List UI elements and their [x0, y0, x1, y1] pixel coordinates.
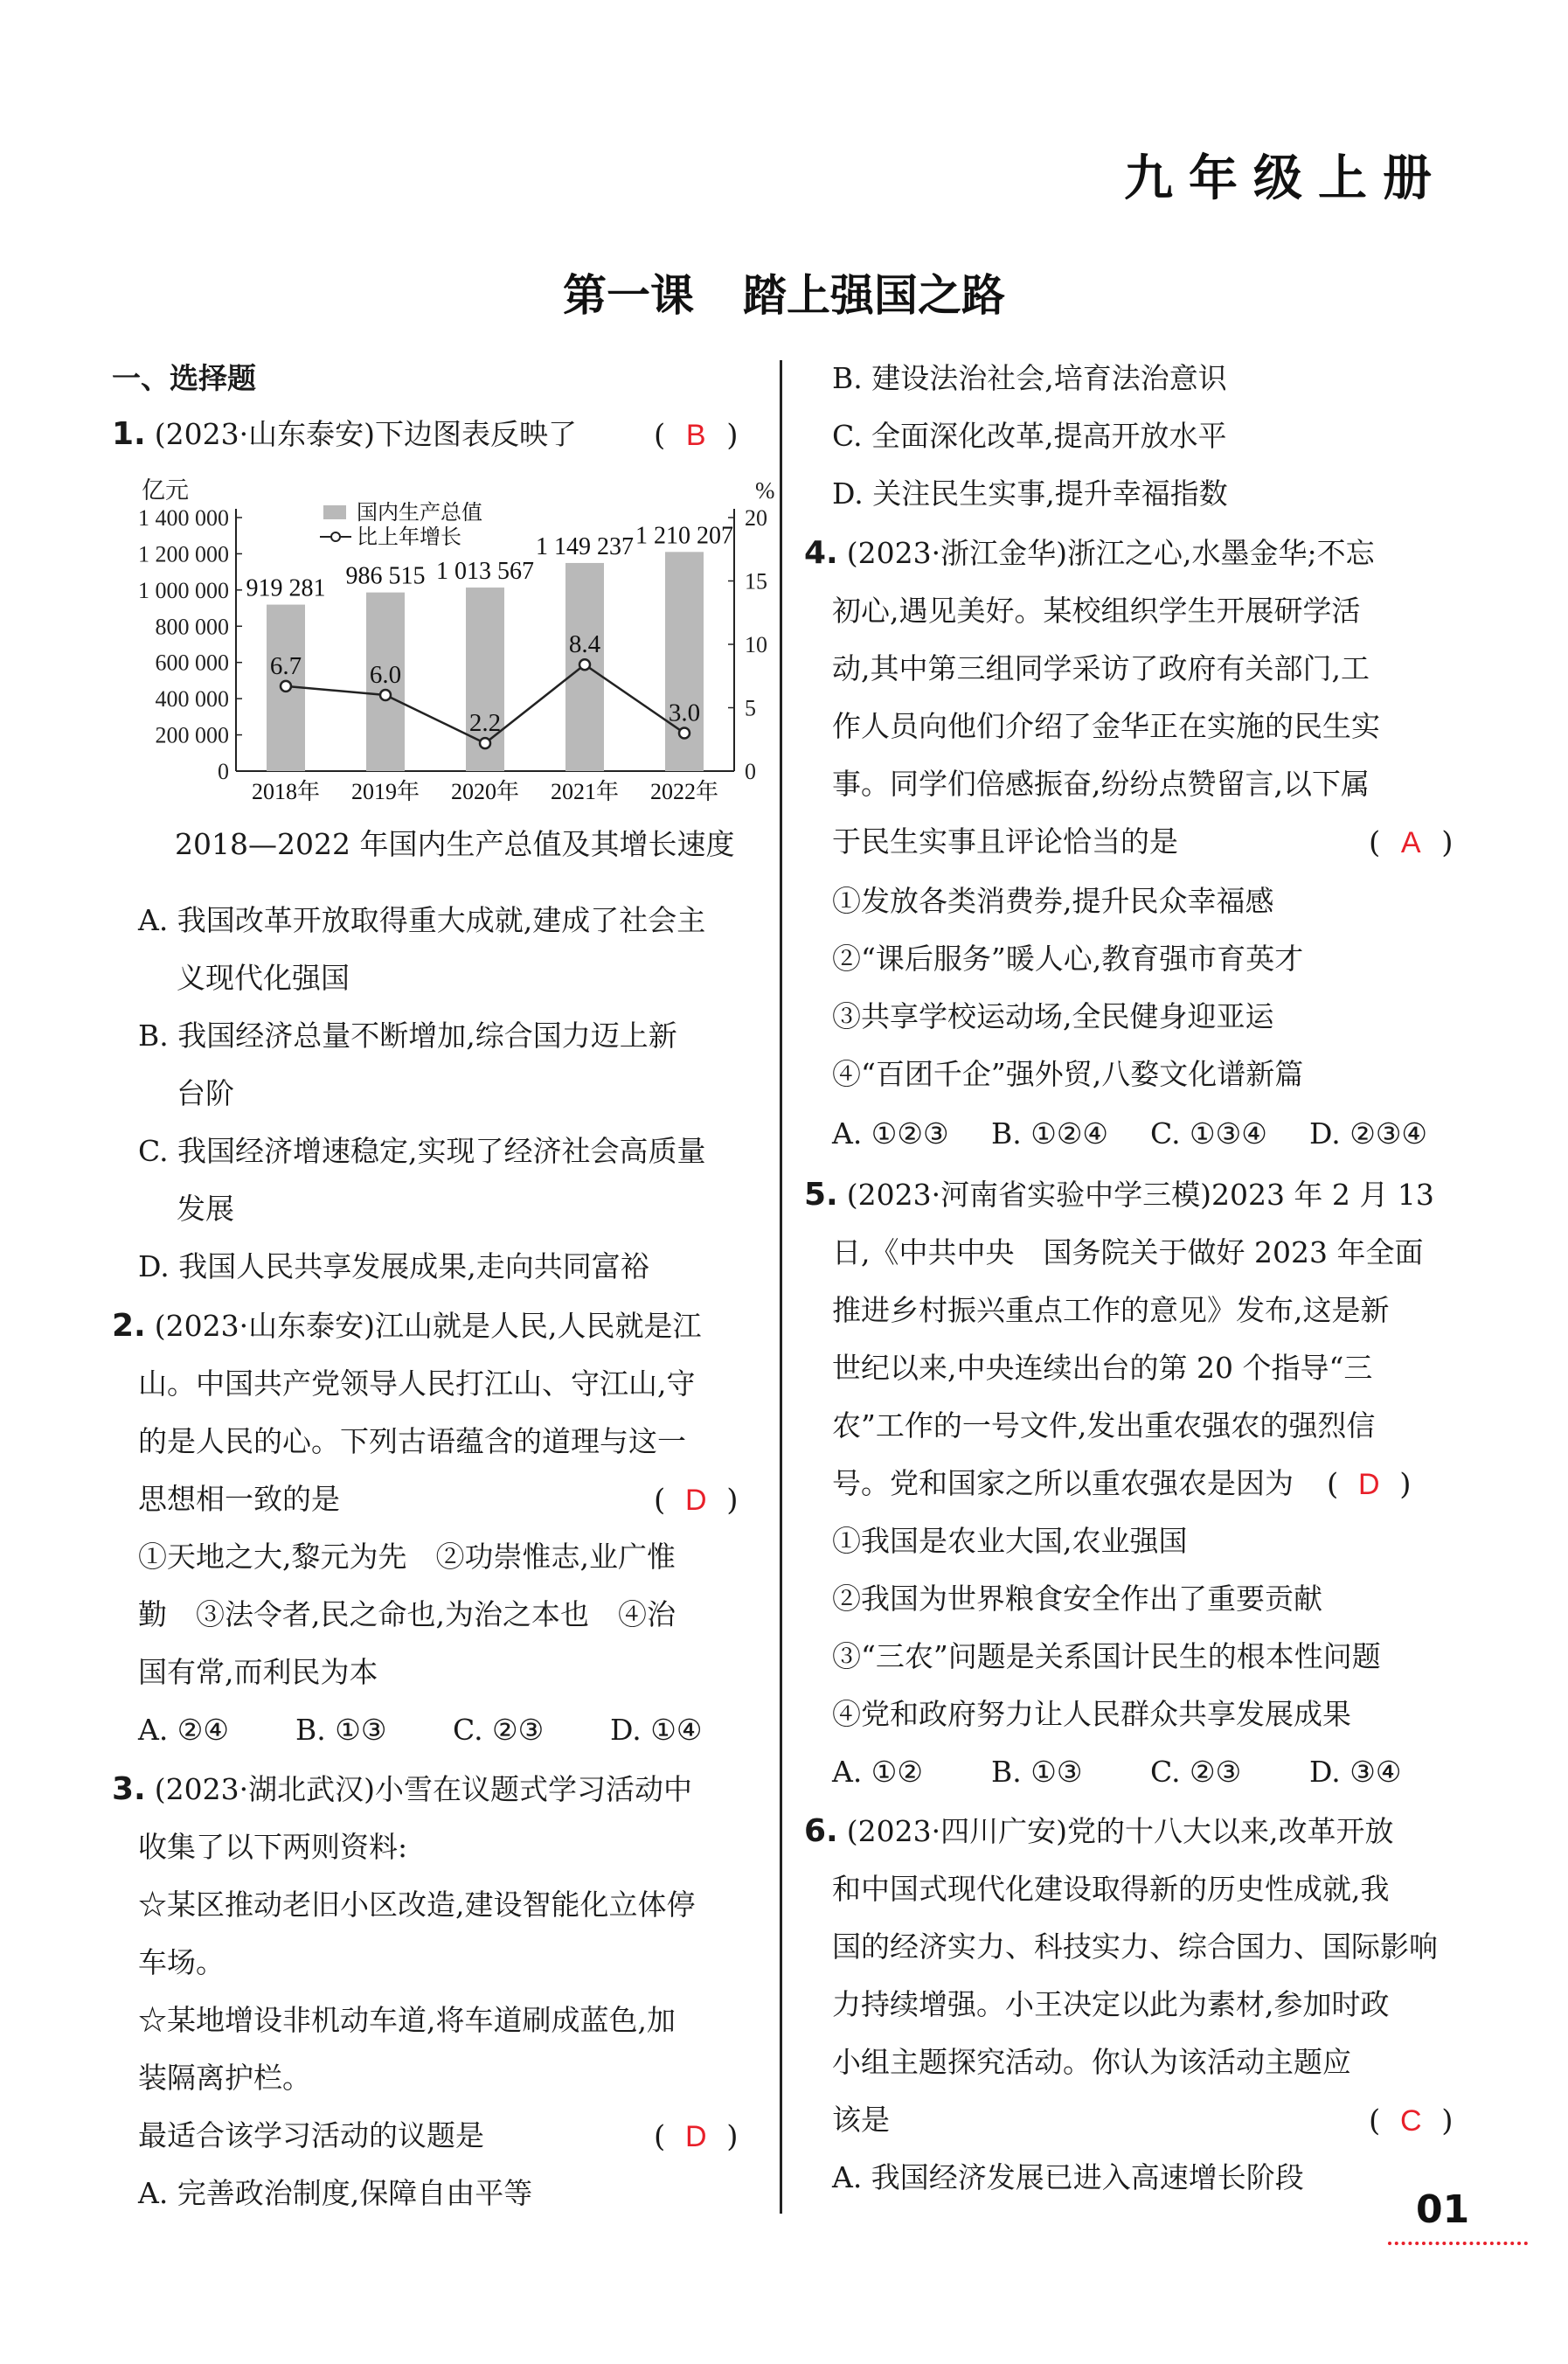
q6-stem-3: 国的经济实力、科技实力、综合国力、国际影响	[832, 1929, 1438, 1964]
legend-line-label: 比上年增长	[357, 526, 461, 549]
left-tick-label: 200 000	[155, 722, 229, 748]
q6-stem-4: 力持续增强。小王决定以此为素材,参加时政	[832, 1987, 1390, 2021]
legend-bar-label: 国内生产总值	[357, 502, 482, 525]
legend-bar-swatch	[323, 505, 346, 519]
gdp-bar-label: 1 149 237	[536, 532, 634, 560]
growth-point	[380, 690, 391, 700]
q3-stem-7: 最适合该学习活动的议题是	[138, 2118, 484, 2152]
gdp-bar-label: 919 281	[246, 574, 326, 602]
q1-option-a-cont: 义现代化强国	[177, 961, 350, 995]
x-tick-label: 2020年	[450, 779, 520, 804]
q4-choice-b: B. ①②④	[991, 1116, 1108, 1151]
q5-item-1: ①我国是农业大国,农业强国	[832, 1524, 1188, 1558]
q5-stem-5: 农”工作的一号文件,发出重农强农的强烈信	[832, 1408, 1376, 1443]
q5-item-4: ④党和政府努力让人民群众共享发展成果	[832, 1697, 1351, 1731]
growth-point	[480, 738, 490, 748]
q6-option-a: A. 我国经济发展已进入高速增长阶段	[832, 2160, 1304, 2194]
q4-stem-4: 作人员向他们介绍了金华正在实施的民生实	[832, 709, 1380, 743]
q2-stem-4: 思想相一致的是	[138, 1482, 340, 1516]
q4-stem-6: 于民生实事且评论恰当的是	[832, 824, 1178, 859]
q3-option-b: B. 建设法治社会,培育法治意识	[832, 361, 1227, 395]
q5-choice-c: C. ②③	[1150, 1755, 1242, 1789]
left-tick-label: 1 400 000	[138, 505, 229, 531]
q5-stem-1: 5. (2023·河南省实验中学三模)2023 年 2 月 13	[804, 1177, 1434, 1213]
q4-choice-d: D. ②③④	[1309, 1116, 1428, 1151]
q3-stem-3: ☆某区推动老旧小区改造,建设智能化立体停	[138, 1888, 696, 1922]
q2-answer-value: D	[684, 1484, 707, 1517]
q4-stem-2: 初心,遇见美好。某校组织学生开展研学活	[832, 594, 1361, 628]
page-number-underline	[1388, 2242, 1528, 2245]
q3-option-c: C. 全面深化改革,提高开放水平	[832, 419, 1227, 453]
q2-answer: ( D )	[654, 1483, 739, 1518]
q5-stem-3: 推进乡村振兴重点工作的意见》发布,这是新	[832, 1293, 1390, 1327]
section-heading: 一、选择题	[112, 361, 256, 395]
q2-item-1: ①天地之大,黎元为先 ②功崇惟志,业广惟	[138, 1540, 676, 1574]
q5-stem-6: 号。党和国家之所以重农强农是因为	[832, 1466, 1294, 1500]
q2-choice-a: A. ②④	[138, 1713, 229, 1747]
growth-point-label: 3.0	[668, 699, 701, 727]
q1-option-b: B. 我国经济总量不断增加,综合国力迈上新	[138, 1019, 677, 1053]
q4-stem-1: 4. (2023·浙江金华)浙江之心,水墨金华;不忘	[804, 535, 1375, 571]
q5-choice-a: A. ①②	[832, 1755, 923, 1789]
gdp-bar-label: 1 013 567	[436, 558, 534, 586]
q3-stem-6: 装隔离护栏。	[138, 2061, 311, 2095]
right-tick-label: 20	[745, 505, 767, 531]
q2-choice-b: B. ①③	[295, 1713, 387, 1747]
q1-text: (2023·山东泰安)下边图表反映了	[154, 417, 577, 451]
q6-stem-1: 6. (2023·四川广安)党的十八大以来,改革开放	[804, 1813, 1394, 1849]
growth-point-label: 2.2	[468, 709, 502, 738]
growth-point	[281, 681, 291, 692]
q5-choice-b: B. ①③	[991, 1755, 1083, 1789]
x-tick-label: 2019年	[350, 779, 420, 804]
x-tick-label: 2022年	[649, 779, 719, 804]
q5-stem-2: 日,《中共中央 国务院关于做好 2023 年全面	[832, 1235, 1424, 1269]
left-tick-label: 1 200 000	[138, 541, 229, 567]
q1-option-a: A. 我国改革开放取得重大成就,建成了社会主	[138, 903, 706, 937]
q2-stem-3: 的是人民的心。下列古语蕴含的道理与这一	[138, 1424, 686, 1458]
q1-option-c: C. 我国经济增速稳定,实现了经济社会高质量	[138, 1134, 706, 1168]
q6-stem-2: 和中国式现代化建设取得新的历史性成就,我	[832, 1872, 1390, 1906]
q5-stem-4: 世纪以来,中央连续出台的第 20 个指导“三	[832, 1351, 1373, 1385]
left-tick-label: 400 000	[155, 686, 229, 713]
lesson-title	[0, 261, 1568, 323]
right-tick-label: 15	[745, 568, 767, 594]
left-tick-label: 0	[218, 759, 229, 784]
q6-stem-6: 该是	[832, 2103, 890, 2137]
growth-point-label: 8.4	[568, 630, 601, 659]
q1-option-b-cont: 台阶	[177, 1076, 234, 1110]
chart-caption: 2018—2022 年国内生产总值及其增长速度	[175, 827, 735, 861]
q2-number: 2.	[112, 1308, 146, 1344]
q6-stem-5: 小组主题探究活动。你认为该活动主题应	[832, 2045, 1351, 2079]
q1-option-c-cont: 发展	[177, 1192, 234, 1226]
lesson-name: 踏上强国之路	[743, 270, 1005, 321]
q2-stem-2: 山。中国共产党领导人民打江山、守江山,守	[138, 1366, 696, 1401]
right-axis-unit: %	[755, 477, 775, 504]
right-tick-label: 10	[745, 632, 767, 657]
q4-choice-a: A. ①②③	[832, 1116, 949, 1151]
left-tick-label: 600 000	[155, 650, 229, 676]
q5-choice-d: D. ③④	[1309, 1755, 1402, 1789]
q5-item-3: ③“三农”问题是关系国计民生的根本性问题	[832, 1639, 1381, 1673]
q1-stem	[112, 414, 577, 455]
growth-point-label: 6.0	[369, 661, 402, 689]
q1-answer: ( B )	[654, 418, 739, 453]
left-tick-label: 800 000	[155, 614, 229, 640]
q4-answer: ( A )	[1369, 825, 1454, 860]
q3-answer-value: D	[684, 2120, 707, 2153]
q2-stem-1: 2. (2023·山东泰安)江山就是人民,人民就是江	[112, 1308, 702, 1344]
gdp-chart	[105, 472, 787, 813]
q5-number: 5.	[804, 1177, 838, 1213]
left-axis-unit: 亿元	[142, 477, 189, 504]
q4-stem-3: 动,其中第三组同学采访了政府有关部门,工	[832, 651, 1370, 685]
q3-number: 3.	[112, 1771, 146, 1807]
q4-item-2: ②“课后服务”暖人心,教育强市育英才	[832, 942, 1304, 976]
q6-answer: ( C )	[1369, 2103, 1454, 2138]
page-number: 01	[1416, 2187, 1470, 2232]
q6-number: 6.	[804, 1813, 838, 1849]
x-tick-label: 2018年	[251, 779, 321, 804]
left-tick-label: 1 000 000	[138, 577, 229, 603]
right-tick-label: 5	[745, 695, 756, 721]
q3-option-a: A. 完善政治制度,保障自由平等	[138, 2176, 533, 2210]
q2-item-2: 勤 ③法令者,民之命也,为治之本也 ④治	[138, 1597, 676, 1631]
right-tick-label: 0	[745, 759, 756, 784]
gdp-bar-label: 986 515	[345, 562, 426, 590]
q3-answer: ( D )	[654, 2119, 739, 2154]
q3-stem-5: ☆某地增设非机动车道,将车道刷成蓝色,加	[138, 2003, 676, 2037]
q3-stem-2: 收集了以下两则资料:	[138, 1830, 408, 1864]
q1-option-d: D. 我国人民共享发展成果,走向共同富裕	[138, 1249, 649, 1283]
q2-choice-d: D. ①④	[610, 1713, 703, 1747]
q2-item-3: 国有常,而利民为本	[138, 1655, 378, 1689]
q1-number: 1.	[112, 416, 146, 452]
q4-item-3: ③共享学校运动场,全民健身迎亚运	[832, 999, 1274, 1033]
q4-number: 4.	[804, 535, 838, 571]
growth-point-label: 6.7	[269, 651, 302, 680]
q2-choice-c: C. ②③	[453, 1713, 545, 1747]
q5-answer: ( D )	[1327, 1467, 1412, 1502]
q4-answer-value: A	[1400, 826, 1421, 859]
gdp-bar-label: 1 210 207	[635, 522, 733, 550]
q3-stem-4: 车场。	[138, 1945, 225, 1979]
q3-option-d: D. 关注民生实事,提升幸福指数	[832, 476, 1228, 511]
x-tick-label: 2021年	[550, 779, 620, 804]
lesson-prefix: 第一课	[563, 270, 694, 321]
growth-point	[579, 659, 590, 670]
growth-point	[679, 728, 690, 739]
q4-choice-c: C. ①③④	[1150, 1116, 1267, 1151]
q5-item-2: ②我国为世界粮食安全作出了重要贡献	[832, 1582, 1322, 1616]
q5-answer-value: D	[1357, 1468, 1380, 1501]
q4-item-1: ①发放各类消费券,提升民众幸福感	[832, 884, 1274, 918]
q6-answer-value: C	[1399, 2104, 1422, 2138]
q3-stem-1: 3. (2023·湖北武汉)小雪在议题式学习活动中	[112, 1771, 692, 1807]
legend-line-marker	[331, 532, 340, 541]
q1-answer-value: B	[685, 419, 706, 452]
q4-stem-5: 事。同学们倍感振奋,纷纷点赞留言,以下属	[832, 767, 1370, 801]
book-title: 九年级上册	[1124, 150, 1447, 207]
q4-item-4: ④“百团千企”强外贸,八婺文化谱新篇	[832, 1057, 1304, 1091]
